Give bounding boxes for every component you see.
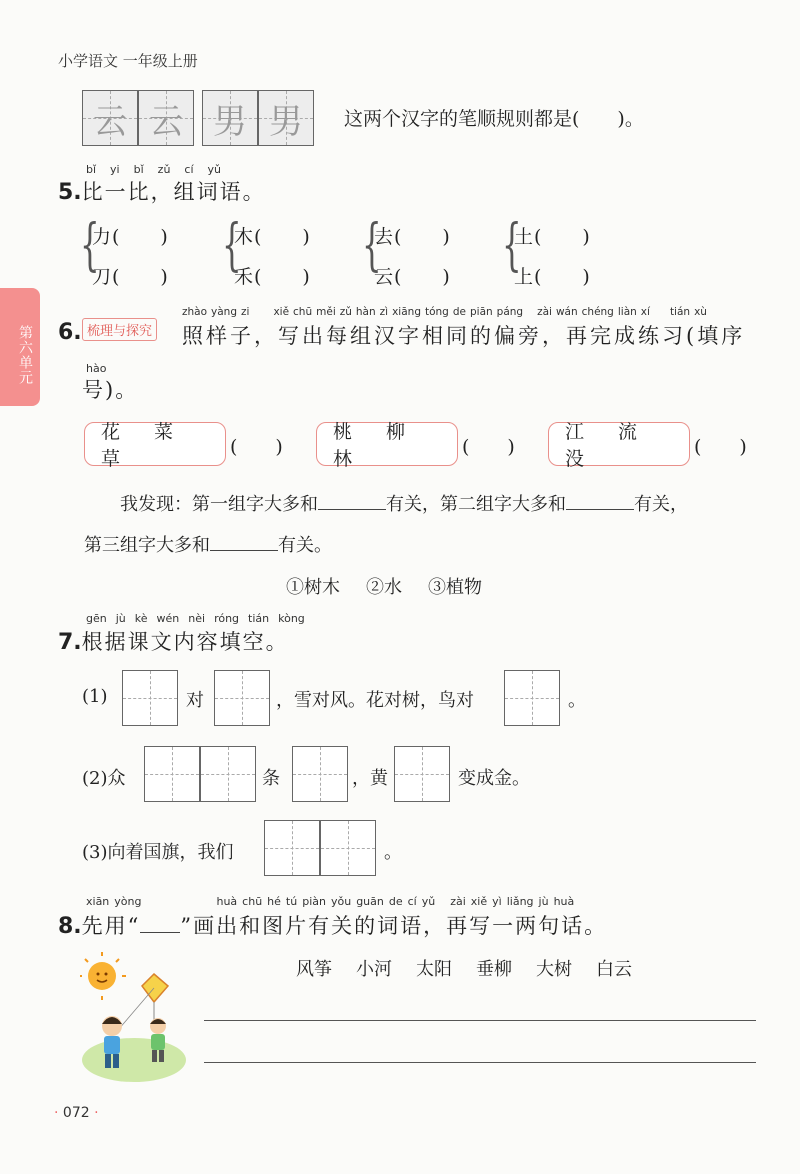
fill-blank[interactable] (318, 492, 386, 510)
unit-side-tab: 第六单元 (0, 288, 40, 406)
char-group-card: 花 菜 草 (84, 422, 226, 466)
option: ②水 (366, 577, 402, 598)
word-option[interactable]: 小河 (356, 959, 392, 980)
writing-box[interactable] (122, 670, 178, 726)
word-option[interactable]: 白云 (596, 959, 632, 980)
brace: { (362, 213, 382, 278)
word-pair-top: 木( ) (234, 226, 311, 248)
sample-char: 男 (269, 101, 303, 142)
kite-flying-illustration (80, 952, 188, 1082)
brace: { (502, 213, 522, 278)
writing-box[interactable] (144, 746, 200, 802)
item-label: (2)众 (82, 768, 126, 789)
word-pair-bottom: 上( ) (514, 266, 591, 288)
option: ①树木 (286, 577, 340, 598)
item-text: ，雪对风。花对树，鸟对 (276, 690, 474, 711)
option-list (286, 573, 482, 599)
word-pair-top: 去( ) (374, 226, 451, 248)
word-pair-bottom: 云( ) (374, 266, 451, 288)
sample-char-box (258, 90, 314, 146)
q7-pinyin: gēn jù kè wén nèi róng tián kòng (86, 612, 305, 625)
q4-prompt: 这两个汉字的笔顺规则都是( )。 (344, 108, 644, 130)
q7-heading (58, 626, 289, 656)
item-text: 变成金。 (458, 768, 530, 789)
writing-box[interactable] (292, 746, 348, 802)
pinyin: hào (86, 362, 107, 375)
question-number: 7. (58, 630, 82, 655)
q5-pinyin: bǐ yi bǐ zǔ cí yǔ (86, 163, 222, 176)
finding-line-2: 第三组字大多和 有关。 (84, 535, 332, 556)
word-pair-top: 土( ) (514, 226, 591, 248)
char-group-card: 江 流 没 (548, 422, 690, 466)
book-header: 小学语文 一年级上册 (58, 52, 198, 70)
question-title: 照样子，写出每组汉字相同的偏旁，再完成练习(填序 (182, 324, 746, 348)
item-text: 。 (384, 842, 402, 863)
sample-char: 男 (213, 101, 247, 142)
writing-line[interactable] (204, 1020, 756, 1021)
fill-blank[interactable] (566, 492, 634, 510)
sample-char-box (202, 90, 258, 146)
writing-box[interactable] (504, 670, 560, 726)
word-option[interactable]: 风筝 (296, 959, 332, 980)
sample-char-box (138, 90, 194, 146)
answer-paren[interactable]: ( ) (230, 436, 283, 458)
writing-box[interactable] (264, 820, 320, 876)
brace: { (222, 213, 242, 278)
sample-char-box (82, 90, 138, 146)
item-label: (1) (82, 686, 108, 707)
brace: { (80, 213, 100, 278)
word-pair-top: 力( ) (92, 226, 169, 248)
word-option[interactable]: 太阳 (416, 959, 452, 980)
question-title: 根据课文内容填空。 (81, 630, 289, 654)
question-title: 比一比，组词语。 (81, 180, 266, 204)
writing-box[interactable] (394, 746, 450, 802)
item-text: 。 (568, 690, 586, 711)
word-pair-bottom: 刀( ) (92, 266, 169, 288)
q6-pinyin: zhào yàng zi xiě chū měi zǔ hàn zì xiāng tóng de piān páng zài wán chéng liàn xí tián xù (182, 306, 707, 318)
answer-paren[interactable]: ( ) (462, 436, 515, 458)
question-number: 8. (58, 914, 82, 939)
question-number: 5. (58, 180, 82, 205)
q8-heading: 8. 先用“ ”画出和图片有关的词语，再写一两句话。 (58, 914, 608, 939)
writing-line[interactable] (204, 1062, 756, 1063)
word-option[interactable]: 大树 (536, 959, 572, 980)
q8-pinyin: xiān yòng huà chū hé tú piàn yǒu guān de cí yǔ zài xiě yì liǎng jù huà (86, 895, 575, 908)
question-number: 6. (58, 320, 82, 345)
char-group-card: 桃 柳 林 (316, 422, 458, 466)
word-pair-bottom: 禾( ) (234, 266, 311, 288)
word-list (296, 955, 632, 981)
underline-sample (140, 915, 180, 933)
item-text: 条 (262, 768, 280, 789)
sample-char: 云 (93, 101, 127, 142)
word-option[interactable]: 垂柳 (476, 959, 512, 980)
answer-paren[interactable]: ( ) (694, 436, 747, 458)
writing-box[interactable] (214, 670, 270, 726)
fill-blank[interactable] (210, 533, 278, 551)
q5-heading (58, 176, 266, 206)
page-number: · 072 · (54, 1105, 99, 1121)
item-text: ，黄 (352, 768, 388, 789)
item-text: 对 (186, 690, 204, 711)
option: ③植物 (428, 577, 482, 598)
finding-line-1: 我发现：第一组字大多和 有关，第二组字大多和 有关， (120, 494, 688, 515)
writing-box[interactable] (200, 746, 256, 802)
writing-box[interactable] (320, 820, 376, 876)
item-label: (3)向着国旗，我们 (82, 842, 234, 863)
sample-char: 云 (149, 101, 183, 142)
question-title-cont: 号)。 (82, 378, 139, 402)
section-tag: 梳理与探究 (82, 318, 157, 341)
